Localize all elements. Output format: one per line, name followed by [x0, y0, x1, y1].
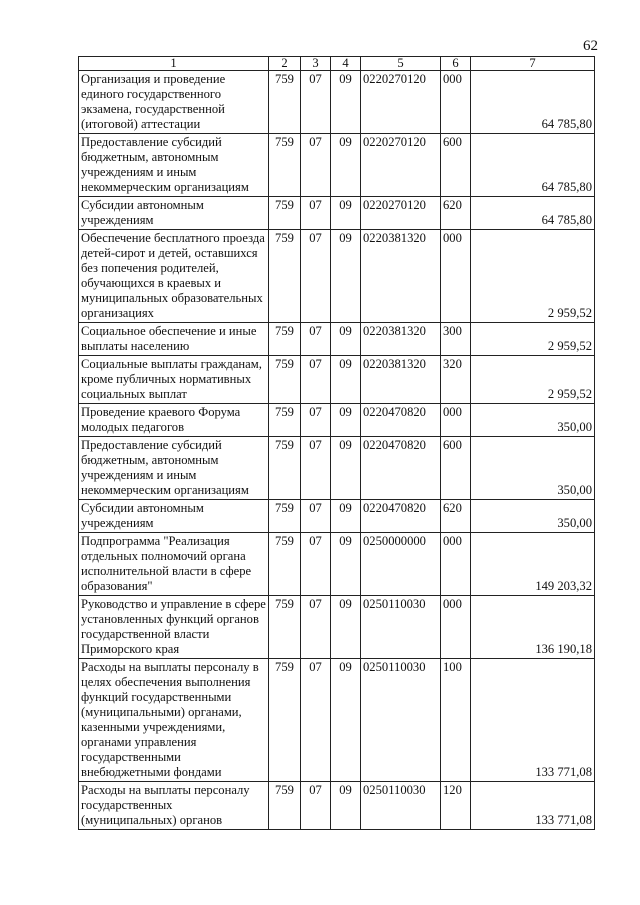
row-code-section: 07 — [301, 230, 331, 323]
table-row — [79, 71, 595, 134]
row-code-expense-type: 320 — [441, 356, 471, 404]
row-code-ministry: 759 — [269, 134, 301, 197]
row-amount: 2 959,52 — [471, 323, 595, 356]
row-code-subsection: 09 — [331, 437, 361, 500]
row-code-ministry: 759 — [269, 71, 301, 134]
row-code-subsection: 09 — [331, 659, 361, 782]
table-row — [79, 659, 595, 782]
table-row — [79, 404, 595, 437]
row-amount: 2 959,52 — [471, 356, 595, 404]
row-code-ministry: 759 — [269, 323, 301, 356]
row-code-expense-type: 000 — [441, 404, 471, 437]
row-code-section: 07 — [301, 71, 331, 134]
row-code-target: 0220470820 — [361, 437, 441, 500]
row-code-target: 0250110030 — [361, 596, 441, 659]
row-code-expense-type: 000 — [441, 71, 471, 134]
row-code-expense-type: 000 — [441, 230, 471, 323]
row-amount: 133 771,08 — [471, 782, 595, 830]
row-amount: 133 771,08 — [471, 659, 595, 782]
row-code-expense-type: 300 — [441, 323, 471, 356]
row-code-target: 0250000000 — [361, 533, 441, 596]
row-code-section: 07 — [301, 197, 331, 230]
row-code-target: 0250110030 — [361, 659, 441, 782]
table-row — [79, 323, 595, 356]
row-code-section: 07 — [301, 404, 331, 437]
row-code-subsection: 09 — [331, 197, 361, 230]
row-code-expense-type: 000 — [441, 533, 471, 596]
row-code-section: 07 — [301, 782, 331, 830]
row-code-expense-type: 620 — [441, 500, 471, 533]
row-code-section: 07 — [301, 659, 331, 782]
row-code-target: 0220470820 — [361, 404, 441, 437]
row-code-section: 07 — [301, 437, 331, 500]
row-code-subsection: 09 — [331, 782, 361, 830]
row-code-target: 0220381320 — [361, 323, 441, 356]
header-col-7: 7 — [471, 57, 595, 71]
header-col-3: 3 — [301, 57, 331, 71]
row-code-section: 07 — [301, 500, 331, 533]
row-code-subsection: 09 — [331, 533, 361, 596]
row-amount: 350,00 — [471, 500, 595, 533]
table-row — [79, 437, 595, 500]
row-amount: 149 203,32 — [471, 533, 595, 596]
row-code-ministry: 759 — [269, 356, 301, 404]
row-code-subsection: 09 — [331, 500, 361, 533]
row-code-ministry: 759 — [269, 596, 301, 659]
row-code-expense-type: 100 — [441, 659, 471, 782]
row-code-target: 0220270120 — [361, 71, 441, 134]
row-amount: 64 785,80 — [471, 71, 595, 134]
header-col-6: 6 — [441, 57, 471, 71]
row-code-target: 0220470820 — [361, 500, 441, 533]
table-row — [79, 533, 595, 596]
row-name: Руководство и управление в сфере установленных функций органов государственной власти Приморского края — [79, 596, 269, 659]
row-name: Субсидии автономным учреждениям — [79, 500, 269, 533]
row-name: Подпрограмма "Реализация отдельных полномочий органа исполнительной власти в сфере образования" — [79, 533, 269, 596]
row-name: Предоставление субсидий бюджетным, автономным учреждениям и иным некоммерческим организациям — [79, 437, 269, 500]
header-col-1: 1 — [79, 57, 269, 71]
header-col-2: 2 — [269, 57, 301, 71]
row-code-expense-type: 000 — [441, 596, 471, 659]
page-number: 62 — [583, 38, 598, 54]
row-code-ministry: 759 — [269, 197, 301, 230]
row-code-ministry: 759 — [269, 404, 301, 437]
table-row — [79, 356, 595, 404]
row-code-expense-type: 600 — [441, 134, 471, 197]
table-row — [79, 134, 595, 197]
row-code-section: 07 — [301, 596, 331, 659]
table-row — [79, 782, 595, 830]
row-name: Предоставление субсидий бюджетным, автономным учреждениям и иным некоммерческим организациям — [79, 134, 269, 197]
table-row — [79, 500, 595, 533]
header-col-5: 5 — [361, 57, 441, 71]
row-code-expense-type: 620 — [441, 197, 471, 230]
row-code-subsection: 09 — [331, 356, 361, 404]
row-code-subsection: 09 — [331, 596, 361, 659]
row-code-target: 0220270120 — [361, 134, 441, 197]
row-code-target: 0220381320 — [361, 356, 441, 404]
table-row — [79, 596, 595, 659]
table-body — [79, 71, 595, 830]
row-code-target: 0220270120 — [361, 197, 441, 230]
row-code-subsection: 09 — [331, 71, 361, 134]
row-code-expense-type: 120 — [441, 782, 471, 830]
row-name: Расходы на выплаты персоналу в целях обеспечения выполнения функций государственными (муниципальными) органами, казенными учреждениями, органами управления государственными внебюджетными фондами — [79, 659, 269, 782]
row-amount: 350,00 — [471, 437, 595, 500]
row-code-ministry: 759 — [269, 782, 301, 830]
row-code-subsection: 09 — [331, 323, 361, 356]
row-code-ministry: 759 — [269, 500, 301, 533]
row-code-section: 07 — [301, 356, 331, 404]
row-name: Обеспечение бесплатного проезда детей-сирот и детей, оставшихся без попечения родителей, обучающихся в краевых и муниципальных образовательных организациях — [79, 230, 269, 323]
header-col-4: 4 — [331, 57, 361, 71]
row-code-section: 07 — [301, 323, 331, 356]
row-code-section: 07 — [301, 134, 331, 197]
row-amount: 64 785,80 — [471, 197, 595, 230]
row-name: Организация и проведение единого государственного экзамена, государственной (итоговой) аттестации — [79, 71, 269, 134]
row-code-subsection: 09 — [331, 134, 361, 197]
table-row — [79, 197, 595, 230]
row-code-ministry: 759 — [269, 533, 301, 596]
row-code-ministry: 759 — [269, 230, 301, 323]
table-header-row — [79, 57, 595, 71]
row-amount: 2 959,52 — [471, 230, 595, 323]
row-code-expense-type: 600 — [441, 437, 471, 500]
row-code-target: 0250110030 — [361, 782, 441, 830]
row-name: Расходы на выплаты персоналу государственных (муниципальных) органов — [79, 782, 269, 830]
row-code-target: 0220381320 — [361, 230, 441, 323]
row-code-ministry: 759 — [269, 659, 301, 782]
row-amount: 64 785,80 — [471, 134, 595, 197]
row-name: Проведение краевого Форума молодых педагогов — [79, 404, 269, 437]
row-amount: 350,00 — [471, 404, 595, 437]
table-row — [79, 230, 595, 323]
budget-table — [78, 56, 595, 830]
row-name: Социальные выплаты гражданам, кроме публичных нормативных социальных выплат — [79, 356, 269, 404]
row-amount: 136 190,18 — [471, 596, 595, 659]
row-name: Субсидии автономным учреждениям — [79, 197, 269, 230]
row-code-subsection: 09 — [331, 230, 361, 323]
row-code-subsection: 09 — [331, 404, 361, 437]
row-code-section: 07 — [301, 533, 331, 596]
row-code-ministry: 759 — [269, 437, 301, 500]
row-name: Социальное обеспечение и иные выплаты населению — [79, 323, 269, 356]
